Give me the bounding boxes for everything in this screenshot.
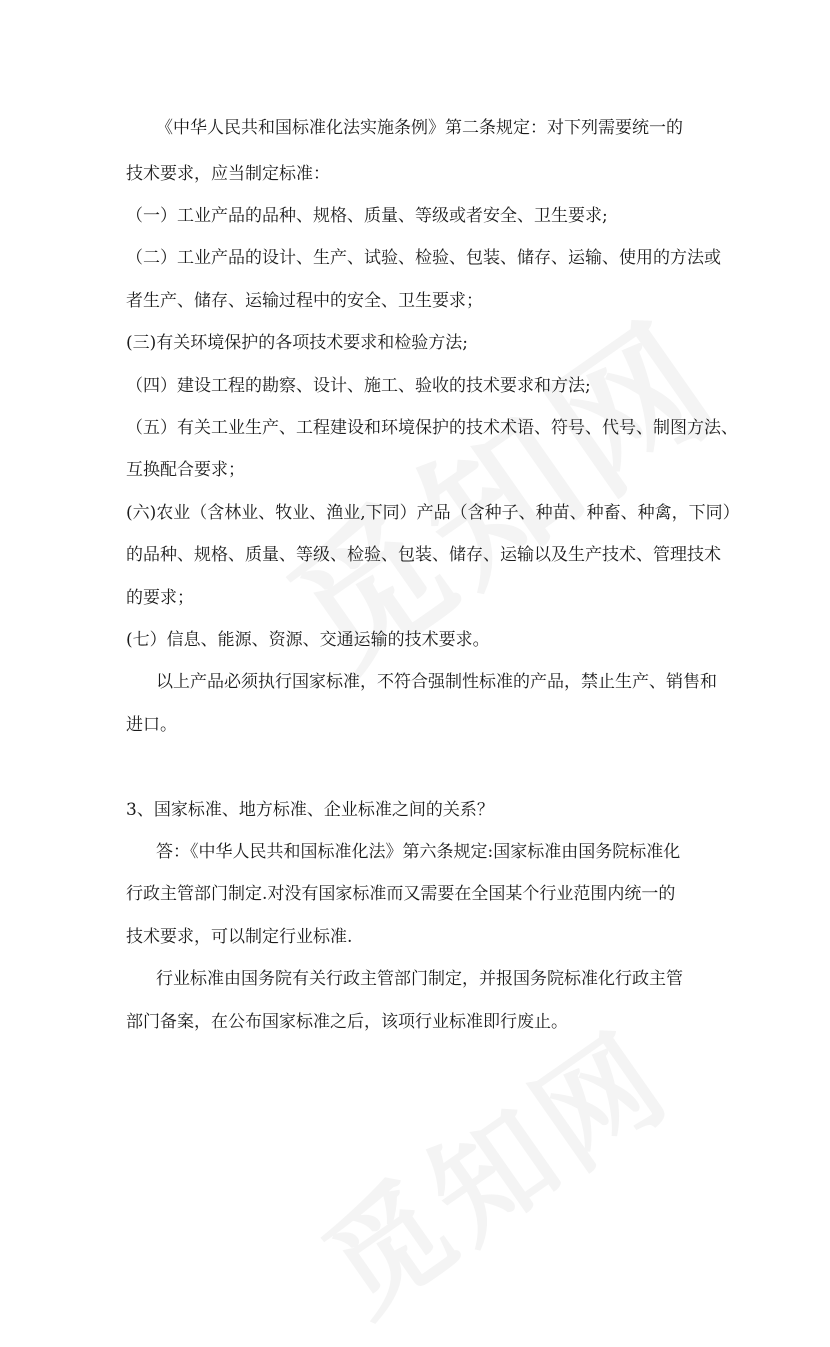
paragraph-line: 行业标准由国务院有关行政主管部门制定，并报国务院标准化行政主管 [156, 969, 683, 989]
paragraph-line: 以上产品必须执行国家标准，不符合强制性标准的产品，禁止生产、销售和 [156, 672, 717, 692]
list-item: (六)农业（含林业、牧业、渔业,下同）产品（含种子、种苗、种畜、种禽，下同） [126, 503, 740, 523]
paragraph-line: 部门备案，在公布国家标准之后，该项行业标准即行废止。 [126, 1012, 568, 1032]
paragraph-line: 行政主管部门制定.对没有国家标准而又需要在全国某个行业范围内统一的 [126, 884, 676, 904]
list-item: （五）有关工业生产、工程建设和环境保护的技术术语、符号、代号、制图方法、 [126, 418, 738, 438]
paragraph-line: 答：《中华人民共和国标准化法》第六条规定:国家标准由国务院标准化 [156, 842, 681, 862]
paragraph-line: 互换配合要求； [126, 460, 245, 480]
paragraph-line: 者生产、储存、运输过程中的安全、卫生要求； [126, 291, 483, 311]
paragraph-line: 技术要求，应当制定标准： [126, 164, 330, 184]
paragraph-line: 技术要求，可以制定行业标准. [126, 927, 353, 947]
paragraph-line: 进口。 [126, 715, 177, 735]
list-item: (七）信息、能源、资源、交通运输的技术要求。 [126, 630, 490, 650]
list-item: （一）工业产品的品种、规格、质量、等级或者安全、卫生要求; [126, 206, 608, 226]
list-item: （四）建设工程的勘察、设计、施工、验收的技术要求和方法; [126, 376, 591, 396]
watermark [285, 985, 698, 1346]
list-item: （二）工业产品的设计、生产、试验、检验、包装、储存、运输、使用的方法或 [126, 248, 721, 268]
paragraph-line: 的品种、规格、质量、等级、检验、包装、储存、运输以及生产技术、管理技术 [126, 545, 721, 565]
paragraph-line: 的要求； [126, 588, 194, 608]
question-heading: 3、国家标准、地方标准、企业标准之间的关系？ [126, 800, 494, 820]
list-item: (三)有关环境保护的各项技术要求和检验方法; [126, 333, 468, 353]
paragraph-line: 《中华人民共和国标准化法实施条例》第二条规定：对下列需要统一的 [156, 118, 683, 138]
